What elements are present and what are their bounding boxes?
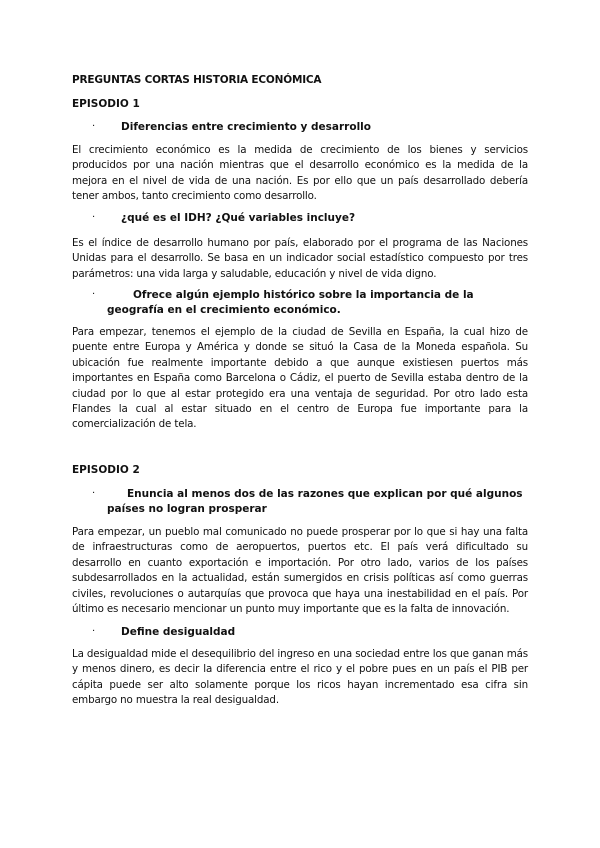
question-2-1: Enuncia al menos dos de las razones que explican por qué algunos países no logran prosperar: [107, 488, 523, 515]
bullet-icon: ·: [92, 289, 96, 300]
bullet-icon: ·: [92, 212, 96, 223]
answer-2-2: La desigualdad mide el desequilibrio del ingreso en una sociedad entre los que ganan más y menos dinero, es decir la diferencia entre el rico y el pobre pues en un país el PIB per cápita puede ser alto solamente porque los ricos hayan incrementado esa cifra sin embargo no muestra la real desigualdad.: [72, 648, 528, 707]
question-1-3: Ofrece algún ejemplo histórico sobre la importancia de la geografía en el crecimiento económico.: [107, 289, 474, 316]
episode-1-heading: EPISODIO 1: [72, 98, 140, 110]
bullet-icon: ·: [92, 488, 96, 499]
bullet-icon: ·: [92, 121, 96, 132]
answer-1-2: Es el índice de desarrollo humano por país, elaborado por el programa de las Naciones Unidas para el desarrollo. Se basa en un indicador social estadístico compuesto por tres parámetros: una vida larga y saludable, educación y nivel de vida digno.: [72, 237, 528, 280]
answer-1-3: Para empezar, tenemos el ejemplo de la ciudad de Sevilla en España, la cual hizo de puente entre Europa y América y donde se situó la Casa de la Moneda española. Su ubicación fue realmente importante debido a que aunque existiesen puertos más importantes en España como Barcelona o Cádiz, el puerto de Sevilla estaba dentro de la ciudad por lo que al estar protegido era una ventaja de seguridad. Por otro lado esta Flandes la cual al estar situado en el centro de Europa fue importante para la comercialización de tela.: [72, 326, 528, 431]
bullet-icon: ·: [92, 626, 96, 637]
answer-1-1: El crecimiento económico es la medida de crecimiento de los bienes y servicios producidos por una nación mientras que el desarrollo económico es la medida de la mejora en el nivel de vida de una nación. Es por ello que un país desarrollado debería tener ambos, tanto crecimiento como desarrollo.: [72, 144, 528, 203]
question-1-2: ¿qué es el IDH? ¿Qué variables incluye?: [121, 212, 356, 224]
question-1-1: Diferencias entre crecimiento y desarrollo: [121, 121, 371, 133]
answer-2-1: Para empezar, un pueblo mal comunicado no puede prosperar por lo que si hay una falta de infraestructuras como de aeropuertos, puertos etc. El país verá dificultado su desarrollo en cuanto exportación e importación. Por otro lado, varios de los países subdesarrollados en la actualidad, están sumergidos en crisis políticas así como guerras civiles, revoluciones o autarquías que provoca que haya una inestabilidad en el país. Por último es necesario mencionar un punto muy importante que es la falta de innovación.: [72, 526, 528, 616]
episode-2-heading: EPISODIO 2: [72, 464, 140, 476]
question-2-2: Define desigualdad: [121, 626, 236, 638]
document-title: PREGUNTAS CORTAS HISTORIA ECONÓMICA: [72, 74, 322, 86]
